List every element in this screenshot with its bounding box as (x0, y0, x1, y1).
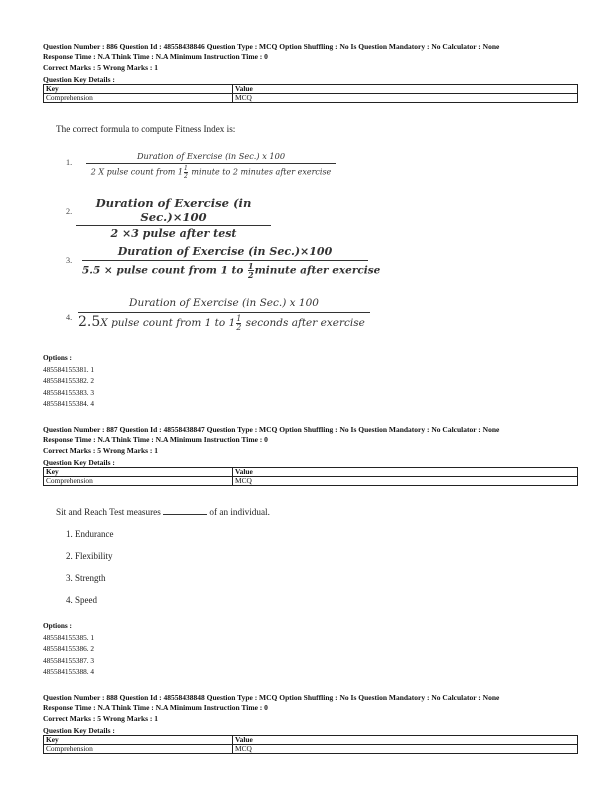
value-cell: MCQ (233, 477, 578, 486)
key-header: Key (44, 736, 233, 745)
options-list (43, 352, 94, 410)
key-value-table (43, 467, 578, 486)
formula-numerator: Duration of Exercise (in Sec.) x 100 (78, 297, 370, 313)
question-block-887 (43, 425, 578, 486)
value-cell: MCQ (233, 94, 578, 103)
option-item[interactable]: 485584155381. 1 (43, 364, 95, 374)
question-marks: Correct Marks : 5 Wrong Marks : 1 (43, 714, 159, 724)
option-item[interactable]: 485584155382. 2 (43, 376, 95, 386)
formula-choice-2 (76, 196, 271, 240)
key-value-table (43, 735, 578, 754)
value-cell: MCQ (233, 745, 578, 754)
key-details-label: Question Key Details : (43, 74, 115, 84)
value-header: Value (233, 468, 578, 477)
key-header: Key (44, 85, 233, 94)
value-header: Value (233, 736, 578, 745)
question-marks: Correct Marks : 5 Wrong Marks : 1 (43, 446, 159, 456)
formula-choice-3 (82, 245, 381, 280)
choice-number: 1. (66, 158, 73, 167)
option-item[interactable]: 485584155385. 1 (43, 632, 95, 642)
choice-item: 1. Endurance (66, 529, 114, 539)
key-header: Key (44, 468, 233, 477)
key-cell: Comprehension (44, 745, 233, 754)
choice-number: 2. (66, 207, 73, 216)
choice-item: 2. Flexibility (66, 551, 113, 561)
options-list (43, 620, 94, 678)
key-cell: Comprehension (44, 477, 233, 486)
choice-item: 3. Strength (66, 573, 106, 583)
question-stem: Sit and Reach Test measures of an individual. (56, 507, 270, 517)
option-item[interactable]: 485584155386. 2 (43, 644, 95, 654)
formula-denominator: 2.5X pulse count from 1 to 1 $\frac{1}{2}$ seconds after exercise (78, 313, 365, 332)
formula-numerator: Duration of Exercise (in Sec.) x 100 (86, 151, 336, 164)
formula-denominator: 2 X pulse count from 1 $\frac{1}{2}$ minute to 2 minutes after exercise (90, 165, 332, 180)
question-stem: The correct formula to compute Fitness Index is: (56, 124, 236, 134)
key-details-label: Question Key Details : (43, 457, 115, 467)
formula-numerator: Duration of Exercise (in Sec.)×100 (76, 196, 271, 226)
formula-denominator: 5.5 × pulse count from 1 to $\frac{1}{2}$ minute after exercise (82, 261, 381, 280)
value-header: Value (233, 85, 578, 94)
question-timing: Response Time : N.A Think Time : N.A Minimum Instruction Time : 0 (43, 51, 268, 61)
choice-item: 4. Speed (66, 595, 97, 605)
formula-choice-4 (78, 297, 370, 332)
question-header: Question Number : 888 Question Id : 48558438848 Question Type : MCQ Option Shuffling : No Is Question Mandatory : No Calculator : None (43, 693, 500, 702)
key-value-table (43, 84, 578, 103)
formula-denominator: 2 ×3 pulse after test (110, 227, 237, 240)
key-cell: Comprehension (44, 94, 233, 103)
key-details-label: Question Key Details : (43, 725, 115, 735)
option-item[interactable]: 485584155383. 3 (43, 387, 95, 397)
formula-numerator: Duration of Exercise (in Sec.)×100 (82, 245, 368, 261)
question-timing: Response Time : N.A Think Time : N.A Minimum Instruction Time : 0 (43, 702, 268, 712)
question-block-888 (43, 693, 578, 754)
options-label: Options : (43, 353, 72, 362)
question-marks: Correct Marks : 5 Wrong Marks : 1 (43, 63, 159, 73)
option-item[interactable]: 485584155384. 4 (43, 399, 95, 409)
question-header: Question Number : 886 Question Id : 48558438846 Question Type : MCQ Option Shuffling : No Is Question Mandatory : No Calculator : None (43, 42, 500, 51)
question-timing: Response Time : N.A Think Time : N.A Minimum Instruction Time : 0 (43, 434, 268, 444)
formula-choice-1 (86, 151, 336, 180)
fill-in-blank (163, 514, 207, 515)
options-label: Options : (43, 621, 72, 630)
choice-number: 4. (66, 313, 73, 322)
option-item[interactable]: 485584155388. 4 (43, 667, 95, 677)
option-item[interactable]: 485584155387. 3 (43, 655, 95, 665)
question-block-886 (43, 42, 578, 103)
question-header: Question Number : 887 Question Id : 48558438847 Question Type : MCQ Option Shuffling : No Is Question Mandatory : No Calculator : None (43, 425, 500, 434)
choice-number: 3. (66, 256, 73, 265)
